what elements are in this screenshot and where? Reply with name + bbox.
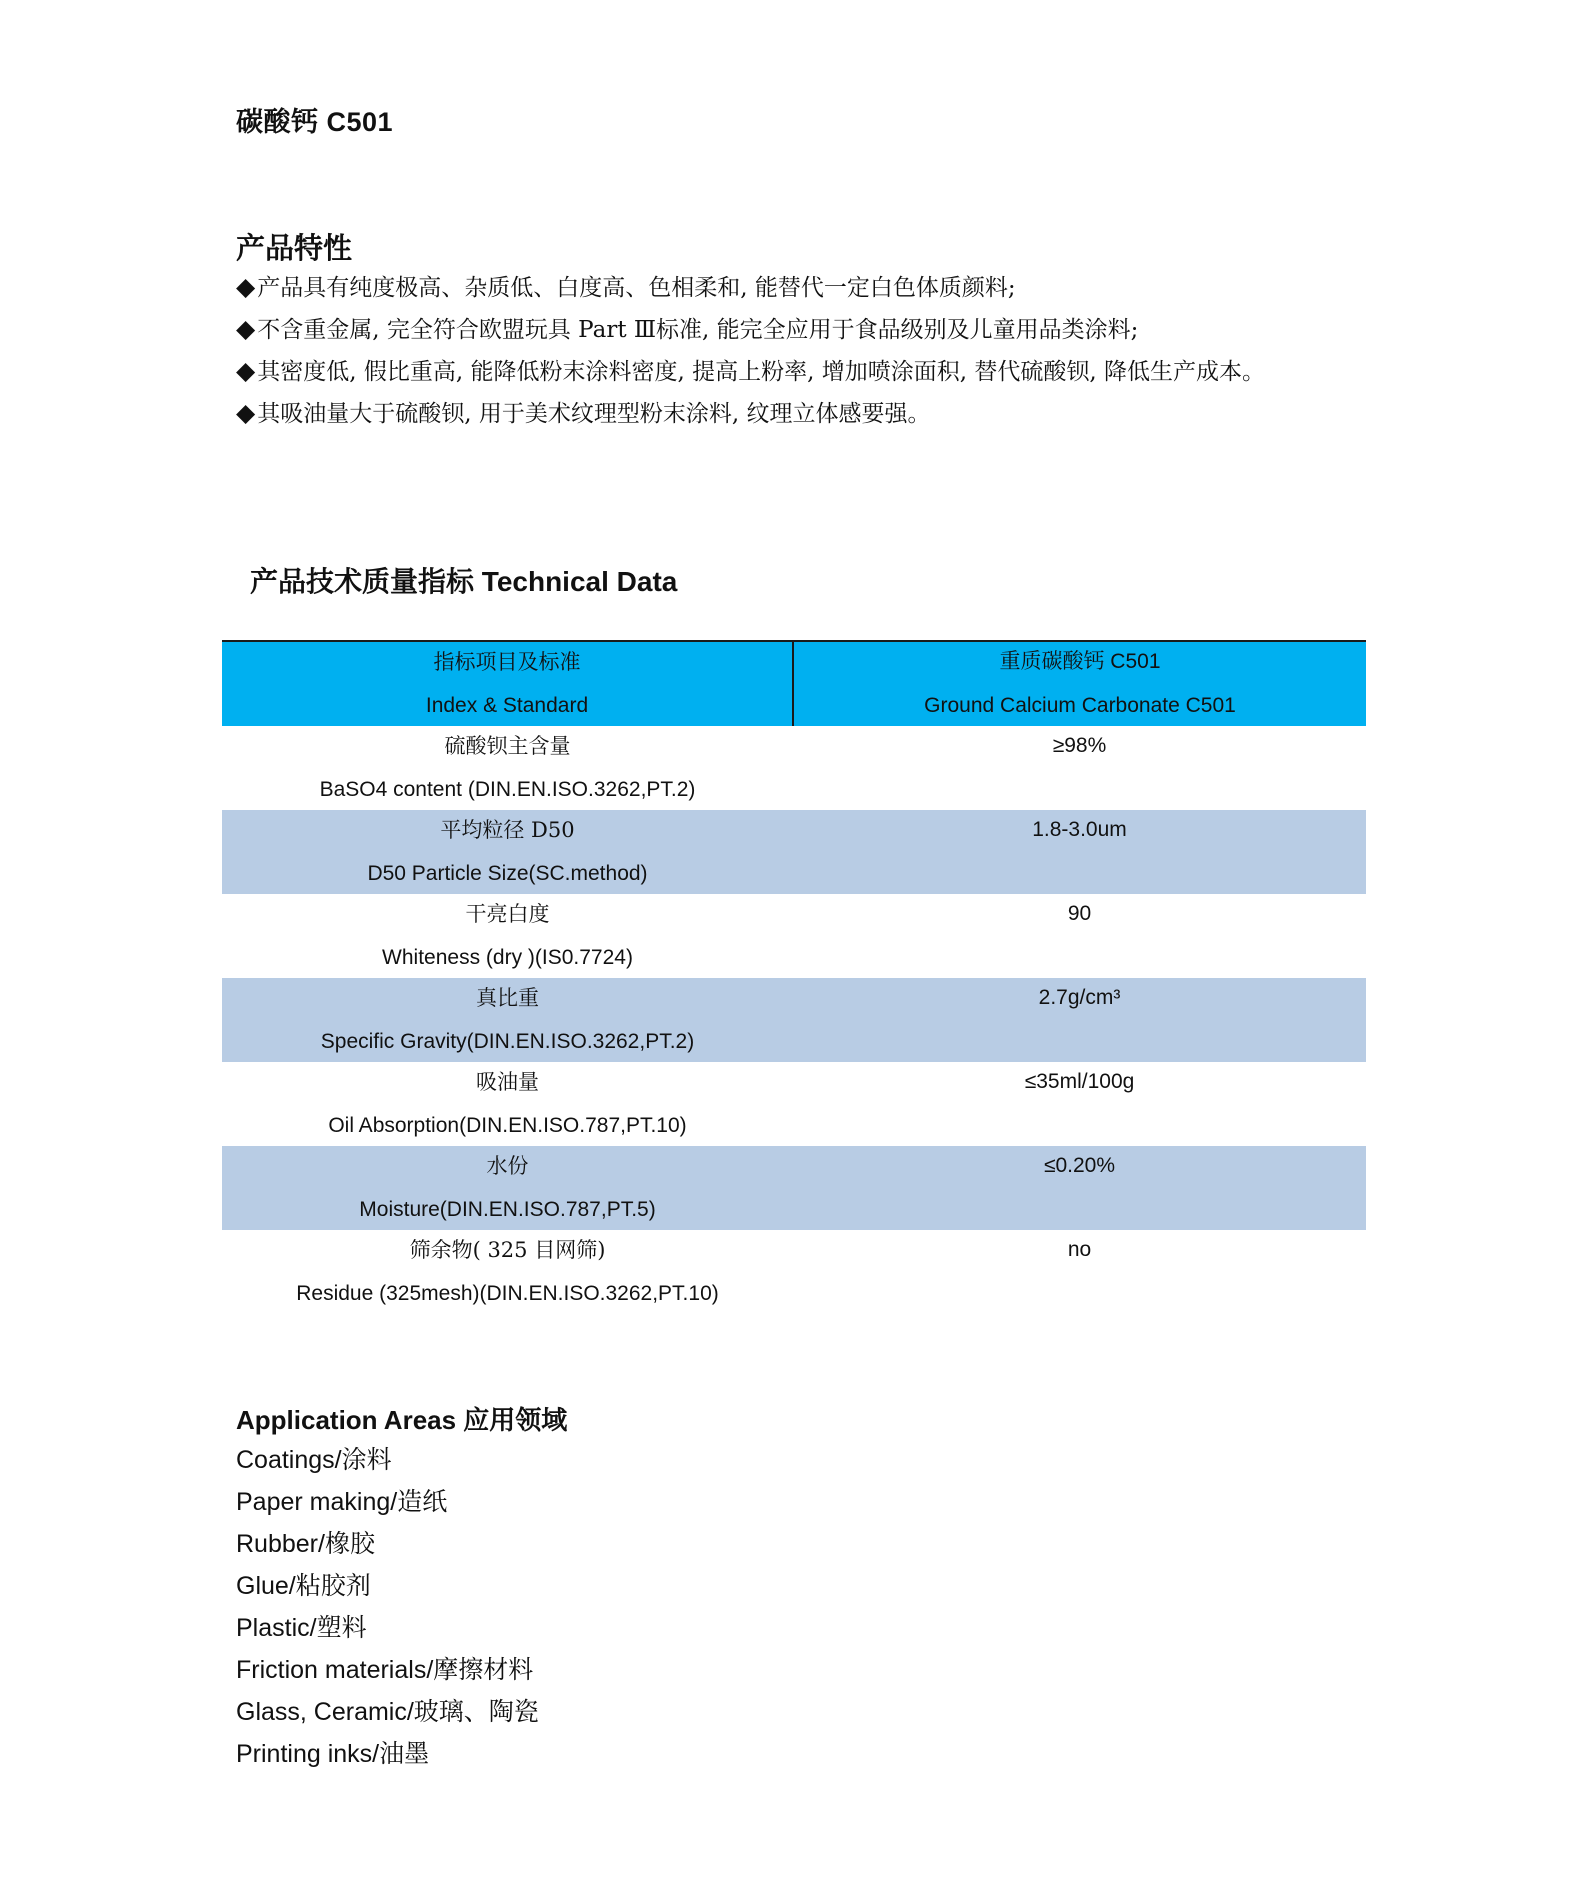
row-index-cell bbox=[222, 1230, 793, 1314]
row-name-cn: 硫酸钡主含量 bbox=[444, 734, 571, 758]
header-col2-cn: 重质碳酸钙 C501 bbox=[999, 650, 1161, 673]
row-name-cn: 筛余物( 325 目网筛) bbox=[409, 1238, 606, 1262]
row-index-cell bbox=[222, 726, 793, 810]
row-name-cn: 干亮白度 bbox=[465, 902, 550, 926]
table-header-row bbox=[222, 641, 1366, 726]
row-name-cn: 平均粒径 D50 bbox=[440, 818, 575, 842]
table-row bbox=[222, 726, 1366, 810]
list-item: Friction materials/摩擦材料 bbox=[236, 1656, 534, 1684]
feature-item bbox=[236, 310, 1265, 352]
row-value-cell bbox=[793, 1062, 1366, 1146]
feature-text: 其密度低, 假比重高, 能降低粉末涂料密度, 提高上粉率, 增加喷涂面积, 替代硫酸钡, 降低生产成本。 bbox=[257, 359, 1265, 385]
technical-data-table bbox=[222, 640, 1366, 1314]
list-item: Glass, Ceramic/玻璃、陶瓷 bbox=[236, 1698, 539, 1726]
diamond-bullet-icon: ◆ bbox=[236, 356, 256, 385]
table-row bbox=[222, 810, 1366, 894]
technical-heading-cn: 产品技术质量指标 bbox=[250, 565, 475, 598]
row-index-cell bbox=[222, 810, 793, 894]
header-col1-cn: 指标项目及标准 bbox=[433, 650, 581, 674]
row-value-cell bbox=[793, 810, 1366, 894]
row-value-cell bbox=[793, 726, 1366, 810]
table-row bbox=[222, 1146, 1366, 1230]
header-product bbox=[793, 641, 1366, 726]
row-index-cell bbox=[222, 1062, 793, 1146]
header-index-standard bbox=[222, 641, 793, 726]
row-name-en: Oil Absorption(DIN.EN.ISO.787,PT.10) bbox=[328, 1114, 687, 1137]
feature-text: 不含重金属, 完全符合欧盟玩具 Part Ⅲ标准, 能完全应用于食品级别及儿童用品类涂料; bbox=[257, 317, 1139, 343]
list-item: Coatings/涂料 bbox=[236, 1446, 392, 1474]
row-name-cn: 水份 bbox=[486, 1154, 529, 1178]
list-item: Glue/粘胶剂 bbox=[236, 1572, 371, 1600]
row-value: 90 bbox=[1067, 902, 1092, 925]
row-name-en: D50 Particle Size(SC.method) bbox=[367, 862, 648, 885]
row-value: ≤35ml/100g bbox=[1024, 1070, 1135, 1093]
table-row bbox=[222, 1230, 1366, 1314]
row-value-cell bbox=[793, 1230, 1366, 1314]
row-name-en: Moisture(DIN.EN.ISO.787,PT.5) bbox=[359, 1198, 656, 1221]
table-row bbox=[222, 894, 1366, 978]
features-heading: 产品特性 bbox=[236, 233, 353, 265]
application-areas-list bbox=[236, 1440, 539, 1776]
row-value-cell bbox=[793, 978, 1366, 1062]
table-row bbox=[222, 978, 1366, 1062]
feature-item bbox=[236, 394, 1265, 436]
row-index-cell bbox=[222, 1146, 793, 1230]
row-value-cell bbox=[793, 894, 1366, 978]
row-value: ≥98% bbox=[1052, 734, 1107, 757]
row-value: no bbox=[1067, 1238, 1092, 1261]
feature-item bbox=[236, 352, 1265, 394]
diamond-bullet-icon: ◆ bbox=[236, 272, 256, 301]
row-value: 1.8-3.0um bbox=[1032, 818, 1127, 841]
row-name-cn: 吸油量 bbox=[476, 1070, 539, 1094]
row-value: 2.7g/cm³ bbox=[1038, 986, 1121, 1009]
feature-item bbox=[236, 268, 1265, 310]
list-item: Paper making/造纸 bbox=[236, 1488, 448, 1516]
list-item: Printing inks/油墨 bbox=[236, 1740, 430, 1768]
document-title: 碳酸钙 C501 bbox=[236, 107, 394, 137]
header-col1-en: Index & Standard bbox=[425, 694, 589, 717]
header-col2-en: Ground Calcium Carbonate C501 bbox=[924, 694, 1236, 717]
row-index-cell bbox=[222, 894, 793, 978]
row-name-en: Residue (325mesh)(DIN.EN.ISO.3262,PT.10) bbox=[296, 1282, 719, 1305]
row-name-en: Whiteness (dry )(IS0.7724) bbox=[382, 946, 633, 969]
features-list bbox=[236, 268, 1265, 436]
row-name-en: Specific Gravity(DIN.EN.ISO.3262,PT.2) bbox=[320, 1030, 695, 1053]
feature-text: 其吸油量大于硫酸钡, 用于美术纹理型粉末涂料, 纹理立体感要强。 bbox=[257, 401, 931, 427]
row-index-cell bbox=[222, 978, 793, 1062]
diamond-bullet-icon: ◆ bbox=[236, 314, 256, 343]
diamond-bullet-icon: ◆ bbox=[236, 398, 256, 427]
application-areas-heading: Application Areas 应用领域 bbox=[236, 1405, 568, 1435]
row-name-en: BaSO4 content (DIN.EN.ISO.3262,PT.2) bbox=[319, 778, 696, 801]
row-name-cn: 真比重 bbox=[476, 986, 539, 1010]
list-item: Plastic/塑料 bbox=[236, 1614, 367, 1642]
list-item: Rubber/橡胶 bbox=[236, 1530, 375, 1558]
feature-text: 产品具有纯度极高、杂质低、白度高、色相柔和, 能替代一定白色体质颜料; bbox=[257, 275, 1016, 301]
row-value-cell bbox=[793, 1146, 1366, 1230]
technical-data-heading bbox=[250, 560, 677, 600]
row-value: ≤0.20% bbox=[1043, 1154, 1116, 1177]
technical-heading-en: Technical Data bbox=[481, 566, 678, 597]
table-row bbox=[222, 1062, 1366, 1146]
